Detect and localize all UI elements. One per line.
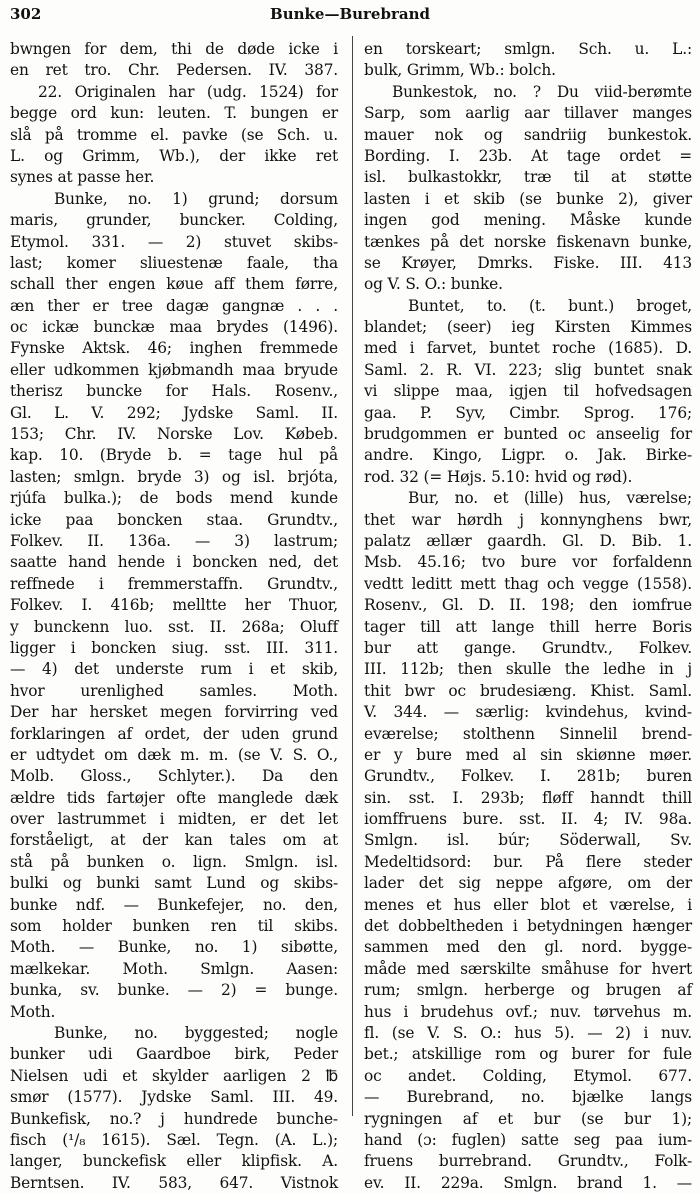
text-line: palatz ællær gaardh. Gl. D. Bib. 1. [364, 531, 692, 550]
text-line: æn ther er tree dagæ gangnæ . . . [10, 296, 338, 315]
text-line: Etymol. 331. — 2) stuvet skibs- [10, 232, 338, 251]
text-line: hand (ɔ: fuglen) satte seg paa ium- [364, 1130, 692, 1149]
text-line: smør (1577). Jydske Saml. III. 49. [10, 1088, 338, 1107]
text-line: slå på tromme el. pavke (se Sch. u. [10, 125, 338, 144]
text-line: hvor urenlighed samles. Moth. [10, 681, 338, 700]
text-line: som holder bunken ren til skibs. [10, 917, 338, 936]
text-line: brudgommen er bunted oc anseelig for [364, 425, 692, 444]
text-line: lader det sig neppe afgøre, om der [364, 874, 692, 893]
text-line: bet.; atskillige rom og burer for fule [364, 1045, 692, 1064]
text-line: bulki og bunki samt Lund og skibs- [10, 874, 338, 893]
text-line: Bunkestok, no. ? Du viid-berømte [392, 82, 692, 101]
text-line: rum; smlgn. herberge og brugen af [364, 981, 692, 1000]
text-line: blandet; (seer) ieg Kirsten Kimmes [364, 318, 692, 337]
text-line: Folkev. II. 136a. — 3) lastrum; [10, 531, 338, 550]
text-line: Saml. 2. R. VI. 223; slig buntet snak [364, 360, 692, 379]
text-line: icke paa boncken staa. Grundtv., [10, 510, 338, 529]
text-line: er udtydet om dæk m. m. (se V. S. O., [10, 745, 338, 764]
text-line: maris, grunder, buncker. Colding, [10, 211, 338, 230]
text-line: Smlgn. isl. búr; Söderwall, Sv. [364, 831, 692, 850]
text-line: synes at passe her. [10, 168, 155, 187]
text-line: Rosenv., Gl. D. II. 198; den iomfrue [364, 596, 692, 615]
text-line: isl. bulkastokkr, træ til at støtte [364, 168, 692, 187]
page-header [0, 0, 700, 30]
text-line: rjúfa bulka.); de bods mend kunde [10, 489, 338, 508]
text-line: — 4) det underste rum i et skib, [10, 660, 338, 679]
text-line: thit bwr oc brudesiæng. Khist. Saml. [364, 681, 692, 700]
text-line: andre. Kingo, Ligpr. o. Jak. Birke- [364, 446, 692, 465]
text-line: eller udkommen kjøbmandh maa bryude [10, 360, 338, 379]
text-line: Gl. L. V. 292; Jydske Saml. II. [10, 403, 338, 422]
text-line: bwngen for dem, thi de døde icke i [10, 40, 338, 58]
text-line: og V. S. O.: bunke. [364, 275, 503, 294]
text-line: tager till att lange thill herre Boris [364, 617, 692, 636]
text-line: reffnede i fremmerstaffn. Grundtv., [10, 574, 338, 593]
text-line: gaa. P. Syv, Cimbr. Sprog. 176; [364, 403, 692, 422]
text-line: Molb. Gloss., Schlyter.). Da den [10, 767, 338, 786]
text-line: Sarp, som aarlig aar tillaver manges [364, 104, 692, 123]
text-line: oc ickæ bunckæ maa brydes (1496). [10, 318, 338, 337]
text-line: fruens burrebrand. Grundtv., Folk- [364, 1152, 692, 1171]
text-line: Bunke, no. byggested; nogle [54, 1023, 338, 1042]
text-line: ingen god mening. Måske kunde [364, 211, 692, 230]
text-line: eværelse; stolthenn Sinnelil brend- [364, 724, 692, 743]
text-line: Moth. [10, 1002, 56, 1021]
text-line: hus i brudehus ovf.; nuv. tørvehus m. [364, 1002, 692, 1021]
text-line: Grundtv., Folkev. I. 281b; buren [364, 767, 692, 786]
text-line: thet war hørdh j konnynghens bwr, [364, 510, 692, 529]
text-line: bunke ndf. — Bunkefejer, no. den, [10, 895, 338, 914]
text-line: rod. 32 (= Højs. 5.10: hvid og rød). [364, 467, 633, 486]
text-line: vi slippe maa, igjen til hofvedsagen [364, 382, 692, 401]
text-line: bur att gange. Grundtv., Folkev. [364, 638, 692, 657]
text-line: forståeligt, at der kan tales om at [10, 831, 338, 850]
page-number: 302 [10, 5, 42, 23]
text-line: y bunckenn luo. sst. II. 268a; Oluff [10, 617, 338, 636]
text-line: Medeltidsord: bur. På flere steder [364, 852, 692, 871]
text-line: langer, bunckefisk eller klipfisk. A. [10, 1152, 338, 1171]
text-line: Nielsen udi et skylder aarligen 2 ℔ [10, 1066, 338, 1085]
text-line: kap. 10. (Bryde b. = tage hul på [10, 446, 338, 465]
text-line: saatte hand hende i boncken ned, det [10, 553, 338, 572]
text-line: mælkekar. Moth. Smlgn. Aasen: [10, 959, 338, 978]
text-line: stå på bunken o. lign. Smlgn. isl. [10, 852, 338, 871]
text-line: tænkes på det norske fiskenavn bunke, [364, 232, 692, 251]
text-line: Buntet, to. (t. bunt.) broget, [408, 296, 692, 315]
text-line: III. 112b; then skulle the ledhe in j [364, 660, 692, 679]
text-line: menes et hus eller blot et værelse, i [364, 895, 692, 914]
text-line: fisch (¹/₈ 1615). Sæl. Tegn. (A. L.); [10, 1130, 338, 1149]
text-line: oc andet. Colding, Etymol. 677. [364, 1066, 692, 1085]
text-line: V. 344. — særlig: kvindehus, kvind- [364, 703, 692, 722]
text-line: last; komer sliuestenæ faale, tha [10, 253, 338, 272]
text-line: Bunkefisk, no.? j hundrede bunche- [10, 1109, 338, 1128]
text-line: over lastrummet i midten, er det let [10, 810, 338, 829]
text-line: fl. (se V. S. O.: hus 5). — 2) i nuv. [364, 1023, 692, 1042]
text-line: forklaringen af ordet, der uden grund [10, 724, 338, 743]
text-line: 153; Chr. IV. Norske Lov. Købeb. [10, 425, 338, 444]
text-line: mauer nok og sandriig bunkestok. [364, 125, 692, 144]
text-line: lasten; smlgn. bryde 3) og isl. brjóta, [10, 467, 338, 486]
text-line: se Krøyer, Dmrks. Fiske. III. 413 [364, 253, 692, 272]
text-line: L. og Grimm, Wb.), der ikke ret [10, 146, 338, 165]
text-line: sammen med den gl. nord. bygge- [364, 938, 692, 957]
text-line: er y bure med al sin skiønne møer. [364, 745, 692, 764]
text-line: 22. Originalen har (udg. 1524) for [38, 82, 338, 101]
text-line: måde med særskilte småhuse for hvert [364, 959, 692, 978]
text-line: schall ther engen køue aff them førre, [10, 275, 338, 294]
text-line: med i farvet, buntet roche (1685). D. [364, 339, 692, 358]
text-line: Bording. I. 23b. At tage ordet = [364, 146, 692, 165]
text-line: lasten i et skib (se bunke 2), giver [364, 189, 692, 208]
text-line: Msb. 45.16; tvo bure vor forfaldenn [364, 553, 692, 572]
text-line: vedtt leditt mett thag och vegge (1558). [364, 574, 692, 593]
text-line: Berntsen. IV. 583, 647. Vistnok [10, 1173, 338, 1192]
text-line: bunka, sv. bunke. — 2) = bunge. [10, 981, 338, 1000]
text-line: sin. sst. I. 293b; fløff hanndt thill [364, 788, 692, 807]
text-line: Bur, no. et (lille) hus, værelse; [408, 489, 692, 508]
running-head: Bunke—Burebrand [270, 5, 430, 23]
text-line: bunker udi Gaardboe birk, Peder [10, 1045, 338, 1064]
text-line: en torskeart; smlgn. Sch. u. L.: [364, 40, 692, 58]
text-line: Bunke, no. 1) grund; dorsum [54, 189, 338, 208]
text-line: Folkev. I. 416b; melltte her Thuor, [10, 596, 338, 615]
text-line: ligger i boncken siug. sst. III. 311. [10, 638, 338, 657]
text-line: en ret tro. Chr. Pedersen. IV. 387. [10, 61, 338, 80]
text-line: ev. II. 229a. Smlgn. brand 1. — [364, 1173, 692, 1192]
column-divider [352, 36, 353, 1116]
text-line: iomffruens bure. sst. II. 4; IV. 98a. [364, 810, 692, 829]
right-column [364, 39, 692, 1192]
text-line: rygningen af et bur (se bur 1); [364, 1109, 692, 1128]
text-line: Fynske Aktsk. 46; inghen fremmede [10, 339, 338, 358]
text-line: Moth. — Bunke, no. 1) sibøtte, [10, 938, 338, 957]
text-line: — Burebrand, no. bjælke langs [364, 1088, 692, 1107]
text-line: bulk, Grimm, Wb.: bolch. [364, 61, 556, 80]
left-column [10, 39, 338, 1192]
text-line: begge ord kun: leuten. T. bungen er [10, 104, 338, 123]
text-line: Der har hersket megen forvirring ved [10, 703, 338, 722]
text-line: det dobbeltheden i betydningen hænger [364, 917, 692, 936]
text-line: therisz buncke for Hals. Rosenv., [10, 382, 338, 401]
text-line: ældre tids fartøjer ofte manglede dæk [10, 788, 338, 807]
